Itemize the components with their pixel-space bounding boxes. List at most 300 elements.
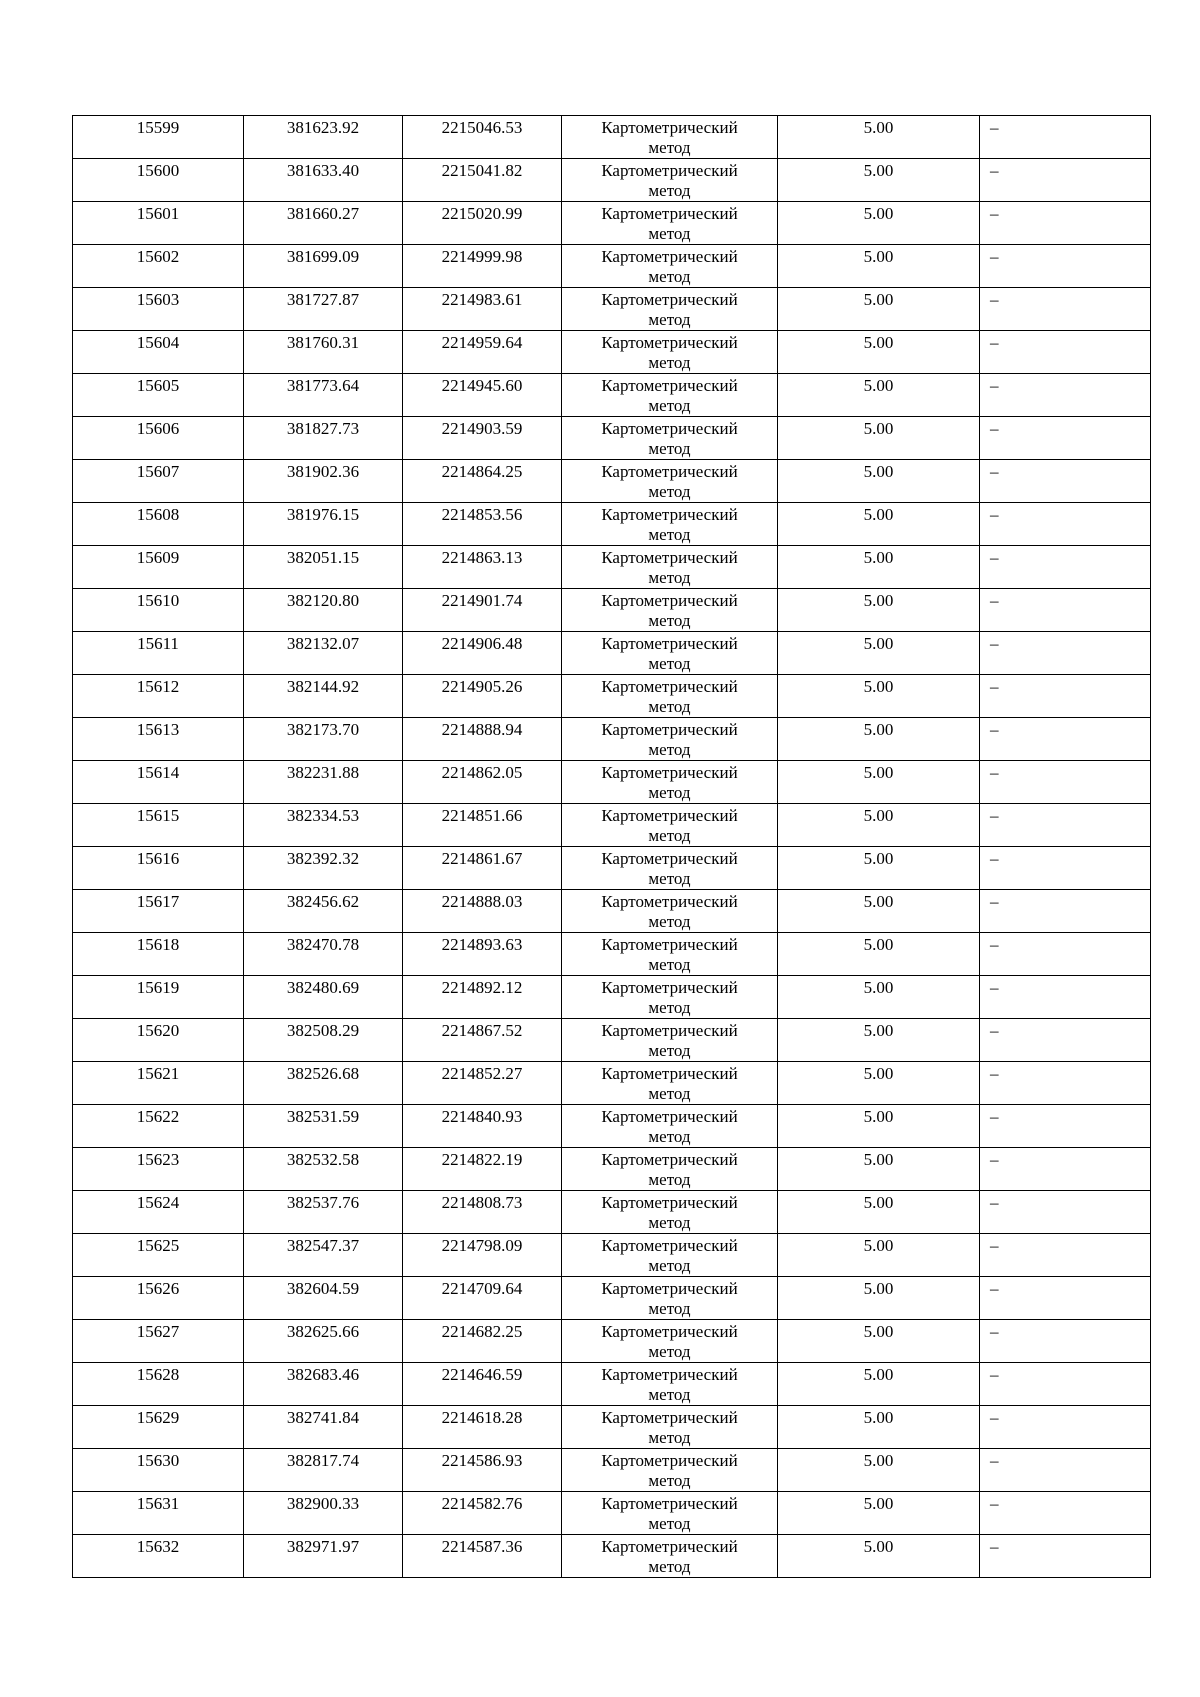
note-cell — [980, 761, 1151, 804]
y-coordinate: 2214587.36 — [441, 1537, 523, 1556]
note-cell — [980, 546, 1151, 589]
x-coordinate: 382120.80 — [286, 591, 360, 610]
method-line-2: метод — [648, 568, 691, 587]
method-line-2: метод — [648, 654, 691, 673]
method-line-1: Картометрический — [601, 677, 738, 696]
note-value: – — [990, 1279, 999, 1298]
y-coordinate: 2214582.76 — [441, 1494, 523, 1513]
x-coordinate-cell — [244, 1105, 403, 1148]
method-line-2: метод — [648, 482, 691, 501]
precision-value: 5.00 — [863, 1365, 894, 1384]
y-coordinate-cell — [403, 1277, 562, 1320]
y-coordinate: 2214709.64 — [441, 1279, 523, 1298]
note-value: – — [990, 1236, 999, 1255]
precision-value: 5.00 — [863, 161, 894, 180]
method-line-1: Картометрический — [601, 290, 738, 309]
method-line-2: метод — [648, 740, 691, 759]
point-number-cell — [73, 1363, 244, 1406]
table-row — [73, 804, 1151, 847]
note-value: – — [990, 1365, 999, 1384]
table-row — [73, 1062, 1151, 1105]
x-coordinate-cell — [244, 976, 403, 1019]
method-line-2: метод — [648, 912, 691, 931]
method-line-2: метод — [648, 955, 691, 974]
precision-cell — [778, 1105, 980, 1148]
note-value: – — [990, 1107, 999, 1126]
y-coordinate-cell — [403, 1105, 562, 1148]
table-row — [73, 1363, 1151, 1406]
table-row — [73, 288, 1151, 331]
y-coordinate: 2214851.66 — [441, 806, 523, 825]
point-number: 15620 — [136, 1021, 180, 1040]
note-cell — [980, 847, 1151, 890]
note-cell — [980, 1062, 1151, 1105]
method-line-2: метод — [648, 224, 691, 243]
method-line-1: Картометрический — [601, 548, 738, 567]
x-coordinate: 382531.59 — [286, 1107, 360, 1126]
y-coordinate-cell — [403, 288, 562, 331]
method-line-2: метод — [648, 1041, 691, 1060]
precision-cell — [778, 1363, 980, 1406]
precision-value: 5.00 — [863, 1193, 894, 1212]
point-number: 15624 — [136, 1193, 180, 1212]
note-cell — [980, 288, 1151, 331]
y-coordinate-cell — [403, 1062, 562, 1105]
precision-cell — [778, 675, 980, 718]
y-coordinate: 2214618.28 — [441, 1408, 523, 1427]
precision-value: 5.00 — [863, 806, 894, 825]
method-line-2: метод — [648, 439, 691, 458]
method-line-1: Картометрический — [601, 161, 738, 180]
y-coordinate-cell — [403, 1535, 562, 1578]
note-value: – — [990, 333, 999, 352]
note-cell — [980, 1320, 1151, 1363]
x-coordinate-cell — [244, 331, 403, 374]
point-number-cell — [73, 804, 244, 847]
y-coordinate-cell — [403, 589, 562, 632]
precision-cell — [778, 1492, 980, 1535]
point-number-cell — [73, 1492, 244, 1535]
point-number: 15608 — [136, 505, 180, 524]
precision-cell — [778, 288, 980, 331]
note-cell — [980, 675, 1151, 718]
method-cell — [562, 933, 778, 976]
x-coordinate: 382508.29 — [286, 1021, 360, 1040]
method-line-2: метод — [648, 1557, 691, 1576]
x-coordinate: 382334.53 — [286, 806, 360, 825]
precision-cell — [778, 116, 980, 159]
x-coordinate-cell — [244, 1191, 403, 1234]
table-row — [73, 1492, 1151, 1535]
point-number-cell — [73, 718, 244, 761]
method-line-2: метод — [648, 1428, 691, 1447]
x-coordinate: 382604.59 — [286, 1279, 360, 1298]
method-line-1: Картометрический — [601, 247, 738, 266]
point-number-cell — [73, 417, 244, 460]
point-number: 15621 — [136, 1064, 180, 1083]
x-coordinate-cell — [244, 718, 403, 761]
x-coordinate: 382537.76 — [286, 1193, 360, 1212]
table-row — [73, 1535, 1151, 1578]
method-cell — [562, 417, 778, 460]
point-number: 15600 — [136, 161, 180, 180]
method-cell — [562, 546, 778, 589]
x-coordinate-cell — [244, 116, 403, 159]
note-cell — [980, 933, 1151, 976]
point-number-cell — [73, 1105, 244, 1148]
point-number-cell — [73, 632, 244, 675]
x-coordinate: 382173.70 — [286, 720, 360, 739]
x-coordinate-cell — [244, 1019, 403, 1062]
note-value: – — [990, 1193, 999, 1212]
table-row — [73, 159, 1151, 202]
note-value: – — [990, 1150, 999, 1169]
method-line-2: метод — [648, 310, 691, 329]
y-coordinate: 2214959.64 — [441, 333, 523, 352]
table-row — [73, 1234, 1151, 1277]
method-line-2: метод — [648, 998, 691, 1017]
point-number-cell — [73, 546, 244, 589]
method-line-2: метод — [648, 1514, 691, 1533]
method-cell — [562, 288, 778, 331]
note-cell — [980, 1234, 1151, 1277]
note-value: – — [990, 1322, 999, 1341]
precision-cell — [778, 761, 980, 804]
point-number: 15604 — [136, 333, 180, 352]
note-value: – — [990, 849, 999, 868]
point-number-cell — [73, 245, 244, 288]
note-cell — [980, 1191, 1151, 1234]
note-cell — [980, 245, 1151, 288]
x-coordinate: 382817.74 — [286, 1451, 360, 1470]
y-coordinate: 2214682.25 — [441, 1322, 523, 1341]
method-cell — [562, 1062, 778, 1105]
x-coordinate-cell — [244, 288, 403, 331]
method-line-1: Картометрический — [601, 1537, 738, 1556]
y-coordinate-cell — [403, 976, 562, 1019]
x-coordinate: 382456.62 — [286, 892, 360, 911]
note-value: – — [990, 591, 999, 610]
method-cell — [562, 976, 778, 1019]
point-number-cell — [73, 847, 244, 890]
method-cell — [562, 245, 778, 288]
x-coordinate-cell — [244, 1320, 403, 1363]
method-cell — [562, 116, 778, 159]
method-line-1: Картометрический — [601, 634, 738, 653]
precision-value: 5.00 — [863, 118, 894, 137]
precision-value: 5.00 — [863, 419, 894, 438]
x-coordinate: 382625.66 — [286, 1322, 360, 1341]
y-coordinate: 2214840.93 — [441, 1107, 523, 1126]
x-coordinate-cell — [244, 460, 403, 503]
note-value: – — [990, 1494, 999, 1513]
precision-value: 5.00 — [863, 1279, 894, 1298]
x-coordinate-cell — [244, 202, 403, 245]
note-value: – — [990, 376, 999, 395]
method-cell — [562, 718, 778, 761]
method-line-2: метод — [648, 1213, 691, 1232]
precision-value: 5.00 — [863, 677, 894, 696]
precision-cell — [778, 632, 980, 675]
precision-value: 5.00 — [863, 505, 894, 524]
note-value: – — [990, 419, 999, 438]
point-number-cell — [73, 890, 244, 933]
y-coordinate: 2214892.12 — [441, 978, 523, 997]
x-coordinate-cell — [244, 417, 403, 460]
x-coordinate: 381760.31 — [286, 333, 360, 352]
note-value: – — [990, 204, 999, 223]
method-line-2: метод — [648, 869, 691, 888]
note-cell — [980, 1277, 1151, 1320]
x-coordinate: 382470.78 — [286, 935, 360, 954]
point-number-cell — [73, 933, 244, 976]
note-cell — [980, 890, 1151, 933]
table-row — [73, 245, 1151, 288]
method-cell — [562, 675, 778, 718]
y-coordinate-cell — [403, 546, 562, 589]
y-coordinate-cell — [403, 159, 562, 202]
precision-cell — [778, 718, 980, 761]
note-cell — [980, 976, 1151, 1019]
y-coordinate-cell — [403, 1019, 562, 1062]
note-value: – — [990, 118, 999, 137]
table-row — [73, 976, 1151, 1019]
y-coordinate-cell — [403, 632, 562, 675]
y-coordinate-cell — [403, 804, 562, 847]
table-row — [73, 417, 1151, 460]
point-number-cell — [73, 374, 244, 417]
method-line-1: Картометрический — [601, 1150, 738, 1169]
precision-cell — [778, 1449, 980, 1492]
y-coordinate-cell — [403, 245, 562, 288]
method-line-1: Картометрический — [601, 763, 738, 782]
precision-value: 5.00 — [863, 1150, 894, 1169]
method-cell — [562, 761, 778, 804]
y-coordinate-cell — [403, 460, 562, 503]
point-number-cell — [73, 1320, 244, 1363]
x-coordinate: 382051.15 — [286, 548, 360, 567]
precision-cell — [778, 933, 980, 976]
x-coordinate: 382741.84 — [286, 1408, 360, 1427]
point-number: 15612 — [136, 677, 180, 696]
x-coordinate-cell — [244, 632, 403, 675]
point-number: 15618 — [136, 935, 180, 954]
point-number: 15610 — [136, 591, 180, 610]
method-cell — [562, 1363, 778, 1406]
precision-value: 5.00 — [863, 849, 894, 868]
point-number: 15626 — [136, 1279, 180, 1298]
table-row — [73, 503, 1151, 546]
y-coordinate-cell — [403, 718, 562, 761]
precision-cell — [778, 374, 980, 417]
method-cell — [562, 847, 778, 890]
y-coordinate-cell — [403, 675, 562, 718]
x-coordinate: 382971.97 — [286, 1537, 360, 1556]
point-number-cell — [73, 1191, 244, 1234]
table-row — [73, 546, 1151, 589]
table-row — [73, 675, 1151, 718]
y-coordinate-cell — [403, 1449, 562, 1492]
x-coordinate: 381699.09 — [286, 247, 360, 266]
y-coordinate: 2215046.53 — [441, 118, 523, 137]
x-coordinate-cell — [244, 675, 403, 718]
method-line-1: Картометрический — [601, 935, 738, 954]
y-coordinate: 2214905.26 — [441, 677, 523, 696]
method-cell — [562, 1148, 778, 1191]
precision-cell — [778, 1019, 980, 1062]
method-cell — [562, 1320, 778, 1363]
point-number-cell — [73, 1234, 244, 1277]
method-line-1: Картометрический — [601, 806, 738, 825]
method-cell — [562, 804, 778, 847]
method-cell — [562, 1535, 778, 1578]
y-coordinate: 2214983.61 — [441, 290, 523, 309]
note-cell — [980, 1019, 1151, 1062]
x-coordinate: 382900.33 — [286, 1494, 360, 1513]
table-row — [73, 847, 1151, 890]
method-line-1: Картометрический — [601, 462, 738, 481]
precision-value: 5.00 — [863, 1322, 894, 1341]
method-line-2: метод — [648, 138, 691, 157]
note-value: – — [990, 1451, 999, 1470]
coordinates-table-body — [73, 116, 1151, 1578]
y-coordinate: 2214888.03 — [441, 892, 523, 911]
point-number-cell — [73, 675, 244, 718]
table-row — [73, 632, 1151, 675]
x-coordinate-cell — [244, 1062, 403, 1105]
note-value: – — [990, 720, 999, 739]
point-number-cell — [73, 976, 244, 1019]
y-coordinate: 2214798.09 — [441, 1236, 523, 1255]
point-number: 15627 — [136, 1322, 180, 1341]
x-coordinate: 381902.36 — [286, 462, 360, 481]
precision-value: 5.00 — [863, 290, 894, 309]
point-number-cell — [73, 460, 244, 503]
method-line-2: метод — [648, 1256, 691, 1275]
x-coordinate: 382547.37 — [286, 1236, 360, 1255]
note-value: – — [990, 1537, 999, 1556]
x-coordinate-cell — [244, 1449, 403, 1492]
note-cell — [980, 503, 1151, 546]
note-value: – — [990, 806, 999, 825]
precision-value: 5.00 — [863, 247, 894, 266]
method-cell — [562, 374, 778, 417]
method-line-1: Картометрический — [601, 1064, 738, 1083]
precision-cell — [778, 503, 980, 546]
x-coordinate: 381633.40 — [286, 161, 360, 180]
point-number: 15599 — [136, 118, 180, 137]
note-value: – — [990, 462, 999, 481]
note-value: – — [990, 161, 999, 180]
point-number: 15625 — [136, 1236, 180, 1255]
precision-cell — [778, 1406, 980, 1449]
method-cell — [562, 460, 778, 503]
y-coordinate: 2214863.13 — [441, 548, 523, 567]
precision-cell — [778, 159, 980, 202]
method-cell — [562, 1406, 778, 1449]
y-coordinate: 2214861.67 — [441, 849, 523, 868]
point-number-cell — [73, 589, 244, 632]
point-number-cell — [73, 1019, 244, 1062]
y-coordinate: 2214906.48 — [441, 634, 523, 653]
y-coordinate-cell — [403, 1406, 562, 1449]
x-coordinate: 382132.07 — [286, 634, 360, 653]
x-coordinate-cell — [244, 546, 403, 589]
y-coordinate: 2215041.82 — [441, 161, 523, 180]
note-cell — [980, 116, 1151, 159]
point-number: 15603 — [136, 290, 180, 309]
method-line-1: Картометрический — [601, 1365, 738, 1384]
precision-value: 5.00 — [863, 376, 894, 395]
method-cell — [562, 1277, 778, 1320]
method-line-1: Картометрический — [601, 419, 738, 438]
table-row — [73, 1191, 1151, 1234]
point-number: 15628 — [136, 1365, 180, 1384]
x-coordinate-cell — [244, 1406, 403, 1449]
point-number-cell — [73, 503, 244, 546]
y-coordinate-cell — [403, 847, 562, 890]
table-row — [73, 202, 1151, 245]
precision-value: 5.00 — [863, 1451, 894, 1470]
precision-cell — [778, 1148, 980, 1191]
y-coordinate: 2214646.59 — [441, 1365, 523, 1384]
note-value: – — [990, 1064, 999, 1083]
y-coordinate: 2215020.99 — [441, 204, 523, 223]
method-line-1: Картометрический — [601, 1494, 738, 1513]
point-number: 15630 — [136, 1451, 180, 1470]
note-cell — [980, 1492, 1151, 1535]
point-number: 15605 — [136, 376, 180, 395]
precision-cell — [778, 890, 980, 933]
y-coordinate-cell — [403, 374, 562, 417]
point-number: 15611 — [137, 634, 179, 653]
method-line-1: Картометрический — [601, 1451, 738, 1470]
method-line-2: метод — [648, 267, 691, 286]
precision-value: 5.00 — [863, 548, 894, 567]
method-line-1: Картометрический — [601, 376, 738, 395]
y-coordinate: 2214862.05 — [441, 763, 523, 782]
x-coordinate: 381827.73 — [286, 419, 360, 438]
method-line-2: метод — [648, 1170, 691, 1189]
x-coordinate: 382526.68 — [286, 1064, 360, 1083]
method-line-2: метод — [648, 353, 691, 372]
point-number-cell — [73, 1406, 244, 1449]
note-cell — [980, 1449, 1151, 1492]
method-line-2: метод — [648, 1471, 691, 1490]
note-value: – — [990, 1021, 999, 1040]
point-number-cell — [73, 331, 244, 374]
point-number: 15601 — [136, 204, 180, 223]
note-value: – — [990, 935, 999, 954]
y-coordinate: 2214903.59 — [441, 419, 523, 438]
point-number: 15615 — [136, 806, 180, 825]
method-line-1: Картометрический — [601, 1279, 738, 1298]
point-number: 15632 — [136, 1537, 180, 1556]
point-number: 15616 — [136, 849, 180, 868]
precision-cell — [778, 460, 980, 503]
x-coordinate-cell — [244, 1277, 403, 1320]
method-cell — [562, 202, 778, 245]
point-number-cell — [73, 761, 244, 804]
y-coordinate: 2214901.74 — [441, 591, 523, 610]
point-number-cell — [73, 1277, 244, 1320]
note-cell — [980, 1105, 1151, 1148]
x-coordinate-cell — [244, 159, 403, 202]
method-line-2: метод — [648, 1299, 691, 1318]
table-row — [73, 933, 1151, 976]
y-coordinate-cell — [403, 1148, 562, 1191]
y-coordinate-cell — [403, 933, 562, 976]
